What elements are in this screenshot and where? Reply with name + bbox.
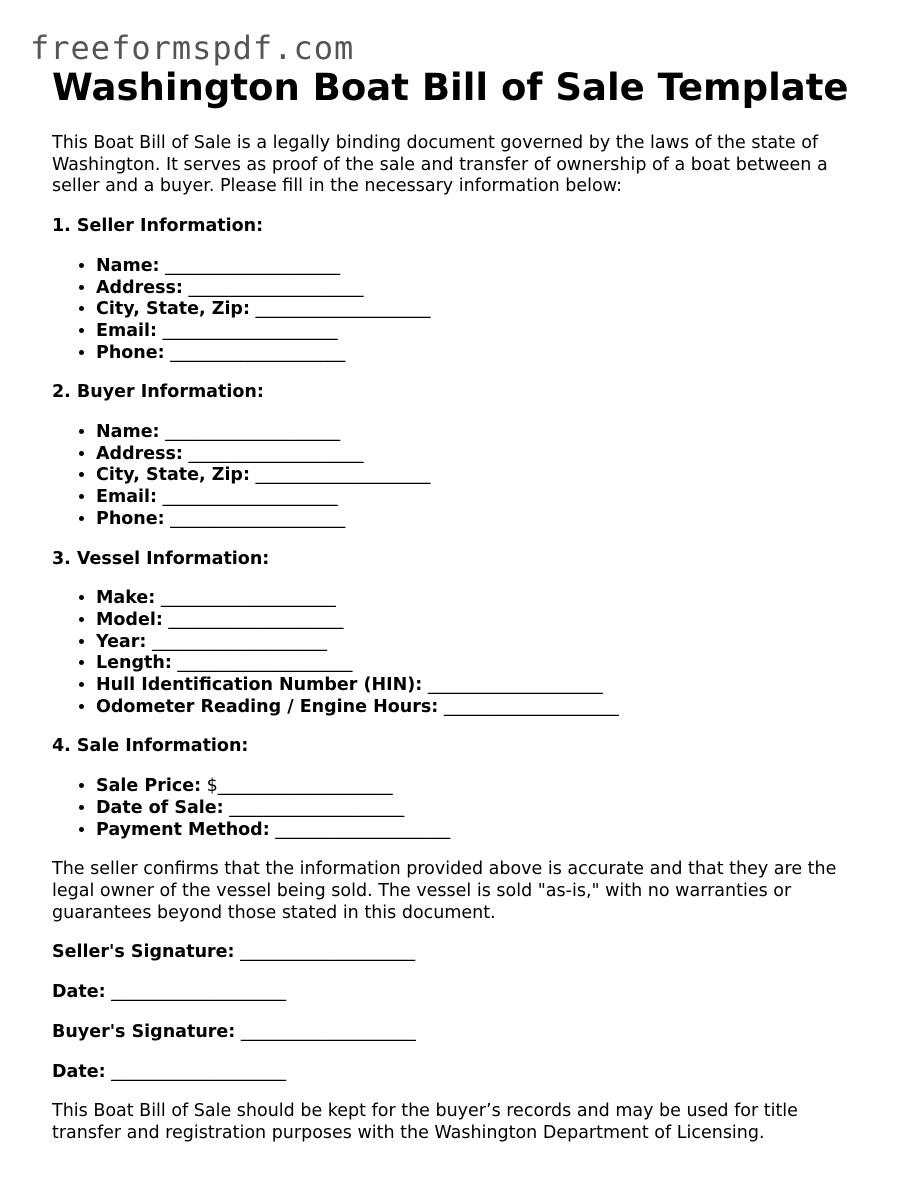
sale-payment-method-field: • Payment Method: ____________________ — [96, 820, 872, 842]
fill-blank: ____________________ — [188, 277, 364, 298]
vessel-year-field: • Year: ____________________ — [96, 632, 872, 654]
vessel-section-title: 3. Vessel Information: — [52, 548, 270, 569]
closing-paragraph: This Boat Bill of Sale should be kept for the buyer’s records and may be used for title transfer and registration purposes with the Washington Department of Licensing. — [52, 1101, 798, 1143]
fill-blank: ____________________ — [160, 588, 336, 609]
buyer-address-field: • Address: ____________________ — [96, 444, 872, 466]
seller-city-state-zip-field: • City, State, Zip: ____________________ — [96, 299, 872, 321]
buyer-city-state-zip-field: • City, State, Zip: ____________________ — [96, 465, 872, 487]
seller-fields — [52, 256, 872, 365]
seller-phone-field: • Phone: ____________________ — [96, 343, 872, 365]
buyer-section-title: 2. Buyer Information: — [52, 382, 264, 403]
buyer-name-field: • Name: ____________________ — [96, 422, 872, 444]
fill-blank: ____________________ — [255, 465, 431, 486]
buyer-date-line: Date: ____________________ — [52, 1061, 287, 1082]
buyer-phone-field: • Phone: ____________________ — [96, 509, 872, 531]
fill-blank: ____________________ — [111, 1061, 287, 1082]
vessel-length-field: • Length: ____________________ — [96, 653, 872, 675]
fill-blank: ____________________ — [170, 508, 346, 529]
confirmation-paragraph: The seller confirms that the information provided above is accurate and that they are the legal owner of the vessel being sold. The vessel is sold "as-is," with no warranties or guarantees beyond those stated in this document. — [52, 859, 837, 923]
fill-blank: ____________________ — [240, 942, 416, 963]
intro-paragraph: This Boat Bill of Sale is a legally binding document governed by the laws of the state of Washington. It serves as proof of the sale and transfer of ownership of a boat between a seller and a buyer. Please fill in the necessary information below: — [52, 133, 828, 197]
fill-blank: ____________________ — [168, 609, 344, 630]
price-prefix: $ — [206, 776, 218, 797]
sale-section-title: 4. Sale Information: — [52, 736, 249, 757]
vessel-model-field: • Model: ____________________ — [96, 610, 872, 632]
page-title: Washington Boat Bill of Sale Template — [52, 66, 849, 109]
fill-blank: ____________________ — [170, 342, 346, 363]
fill-blank: ____________________ — [162, 320, 338, 341]
fill-blank: ____________________ — [217, 776, 393, 797]
vessel-hin-field: • Hull Identification Number (HIN): ____________________ — [96, 675, 872, 697]
document-page — [52, 66, 872, 1145]
fill-blank: ____________________ — [240, 1021, 416, 1042]
fill-blank: ____________________ — [188, 443, 364, 464]
fill-blank: ____________________ — [151, 631, 327, 652]
seller-signature-line: Seller's Signature: ____________________ — [52, 942, 416, 963]
buyer-signature-line: Buyer's Signature: ____________________ — [52, 1021, 416, 1042]
sale-fields — [52, 776, 872, 841]
watermark: freeformspdf.com — [30, 29, 355, 67]
fill-blank: ____________________ — [275, 819, 451, 840]
seller-section-title: 1. Seller Information: — [52, 216, 264, 237]
seller-email-field: • Email: ____________________ — [96, 321, 872, 343]
fill-blank: ____________________ — [111, 982, 287, 1003]
vessel-fields — [52, 588, 872, 718]
buyer-email-field: • Email: ____________________ — [96, 487, 872, 509]
seller-address-field: • Address: ____________________ — [96, 278, 872, 300]
sale-date-field: • Date of Sale: ____________________ — [96, 798, 872, 820]
fill-blank: ____________________ — [165, 422, 341, 443]
seller-name-field: • Name: ____________________ — [96, 256, 872, 278]
fill-blank: ____________________ — [165, 255, 341, 276]
fill-blank: ____________________ — [229, 797, 405, 818]
fill-blank: ____________________ — [255, 299, 431, 320]
sale-price-field: • Sale Price: $____________________ — [96, 776, 872, 798]
fill-blank: ____________________ — [443, 696, 619, 717]
seller-date-line: Date: ____________________ — [52, 982, 287, 1003]
fill-blank: ____________________ — [427, 675, 603, 696]
fill-blank: ____________________ — [162, 487, 338, 508]
buyer-fields — [52, 422, 872, 531]
vessel-engine-hours-field: • Odometer Reading / Engine Hours: ____________________ — [96, 697, 872, 719]
vessel-make-field: • Make: ____________________ — [96, 588, 872, 610]
fill-blank: ____________________ — [177, 653, 353, 674]
